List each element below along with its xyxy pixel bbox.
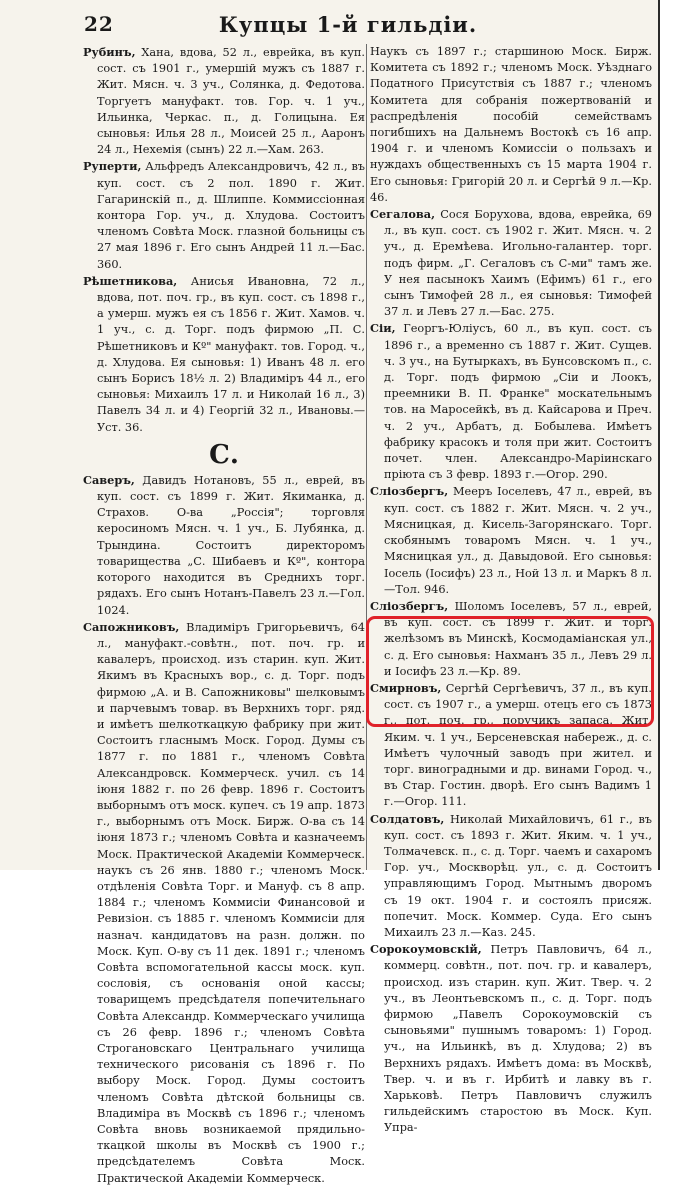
entry-name: Сліозбергъ,: [370, 598, 449, 613]
entry-name: Руперти,: [83, 159, 142, 174]
entry-reshetnikova: [83, 273, 365, 436]
right-column: [370, 44, 652, 1135]
entry-rubin: [83, 44, 365, 158]
entry-text: Николай Михайловичъ, 61 г., въ куп. сост. съ 1893 г. Жит. Яким. ч. 1 уч., Толмачевск. п., с. д. Торг. чаемъ и сахаромъ Гор. уч., Москворѣц. ул., с. д. Состоитъ управляющимъ Город. Мытнымъ дворомъ съ 19 окт. 1904 г. и состоялъ присяж. попечит. Моск. Коммер. Суда. Его сынъ Михаилъ 23 л.—Каз. 245.: [384, 812, 652, 939]
entry-text: Петръ Павловичъ, 64 л., коммерц. совѣтн., пот. поч. гр. и кавалеръ, происход. изъ старин. куп. Жит. Твер. ч. 2 уч., въ Леонтьевскомъ п., с. д. Торг. подъ фирмою „Павелъ Сорокоумовскій съ сыновьями" пушнымъ товаромъ: 1) Город. уч., на Ильинкѣ, въ д. Хлудова; 2) въ Верхнихъ рядахъ. Имѣетъ дома: въ Москвѣ, Твер. ч. и въ г. Ирбитѣ и лавку въ г. Харьковѣ. Петръ Павловичъ служилъ гильдейскимъ старостою въ Моск. Куп. Упра-: [384, 943, 652, 1135]
entry-name: Сегалова,: [370, 207, 436, 222]
entry-name: Сапожниковъ,: [83, 619, 180, 634]
entry-sapozhnikov: [83, 619, 365, 1187]
column-divider: [366, 44, 367, 870]
entry-sii: [370, 320, 652, 483]
entry-continuation: [370, 44, 652, 206]
entry-name: Сіи,: [370, 321, 396, 336]
entry-text: Давидъ Нотановъ, 55 л., еврей, въ куп. сост. съ 1899 г. Жит. Якиманка, д. Страхов. О-ва „Россія"; торговля керосиномъ Мясн. ч. 1 уч., Б. Лубянка, д. Трындина. Состоитъ директоромъ товарищества „С. Шибаевъ и Кº", контора которого находится въ Среднихъ торг. рядахъ. Его сынъ Нотанъ-Павелъ 23 л.—Гол. 1024.: [97, 473, 365, 617]
entry-sliozberg-meer: [370, 483, 652, 597]
entry-text: Владиміръ Григорьевичъ, 64 л., мануфакт.-совѣтн., пот. поч. гр. и кавалеръ, происход. изъ старин. куп. Жит. Якимъ въ Красныхъ вор., с. д. Торг. подъ фирмою „А. и В. Сапожниковы" шелковымъ и парчевымъ товар. въ Верхнихъ торг. ряд. и имѣетъ шелкоткацкую фабрику при жит. Состоитъ гласнымъ Моск. Город. Думы съ 1877 г. по 1881 г., членомъ Совѣта Александровск. Коммерческ. учил. съ 14 іюня 1882 г. по 26 февр. 1896 г. Состоитъ выборнымъ отъ моск. купеч. съ 19 апр. 1873 г., выборнымъ отъ Моск. Бирж. О-ва съ 14 іюня 1873 г.; членомъ Совѣта и казначеемъ Моск. Практической Академіи Коммерческ. наукъ съ 26 янв. 1880 г.; членомъ Моск. отдѣленія Совѣта Торг. и Мануф. съ 8 апр. 1884 г.; членомъ Коммисіи Финансовой и Ревизіон. съ 1885 г. членомъ Коммисіи для назнач. кандидатовъ на разн. должн. по Моск. Куп. О-ву съ 11 дек. 1891 г.; членомъ Совѣта вспомогательной кассы моск. куп. сословія, съ основанія оной кассы; товарищемъ предсѣдателя попечительнаго Совѣта Александр. Коммерческаго училища съ 26 февр. 1896 г.; членомъ Совѣта Строгановскаго Центральнаго училища технического рисованія съ 1896 г. По выбору Моск. Город. Думы состоитъ членомъ Совѣта дѣтской больницы св. Владиміра въ Москвѣ съ 1896 г.; членомъ Совѣта вновь возникаемой прядильно-ткацкой школы въ Москвѣ съ 1900 г.; предсѣдателемъ Совѣта Моск. Практической Академіи Коммерческ.: [97, 620, 365, 1185]
entry-text: Альфредъ Александровичъ, 42 л., въ куп. сост. съ 2 пол. 1890 г. Жит. Гагаринскій п., д. Шлиппе. Коммиссіонная контора Гор. уч., д. Хлудова. Состоитъ членомъ Совѣта Моск. глазной больницы съ 27 мая 1896 г. Его сынъ Андрей 11 л.—Бас. 360.: [97, 160, 365, 271]
page-title: Купцы 1-й гильдіи.: [218, 12, 478, 37]
entry-text: Сося Борухова, вдова, еврейка, 69 л., въ куп. сост. съ 1902 г. Жит. Мясн. ч. 2 уч., д. Еремѣева. Игольно-галантер. торг. подъ фирм. „Г. Сегаловъ съ С-ми" тамъ же. У нея пасынокъ Хаимъ (Ефимъ) 61 г., его сынъ Тимофей 28 л., ея сыновья: Тимофей 37 л. и Левъ 27 л.—Бас. 275.: [384, 208, 652, 319]
page-header: [0, 10, 696, 42]
left-column: [83, 44, 365, 1185]
section-letter: С.: [209, 439, 239, 470]
page-margin: [660, 0, 696, 870]
entry-text: Шоломъ Іоселевъ, 57 л., еврей, въ куп. сост. съ 1899 г. Жит. и торг. желѣзомъ въ Минскѣ, Космодаміанская ул., с. д. Его сыновья: Нахманъ 35 л., Левъ 29 л. и Іосифъ 23 л.—Кр. 89.: [384, 599, 652, 678]
entry-name: Саверъ,: [83, 472, 135, 487]
entry-soldatov: [370, 811, 652, 942]
entry-text: Наукъ съ 1897 г.; старшиною Моск. Бирж. Комитета съ 1892 г.; членомъ Моск. Уѣзднаго Податного Присутствія съ 1887 г.; членомъ Комитета для собранія пожертвованій и распредѣленія пособій семействамъ погибшихъ на Дальнемъ Востокѣ съ 16 апр. 1904 г. и членомъ Комиссіи о пользахъ и нуждахъ общественныхъ съ 15 марта 1904 г. Его сыновья: Григорій 20 л. и Сергѣй 9 л.—Кр. 46.: [370, 45, 652, 204]
entry-sorokoumovsky: [370, 941, 652, 1136]
entry-text: Сергѣй Сергѣевичъ, 37 л., въ куп. сост. съ 1907 г., а умерш. отецъ его съ 1873 г., пот. поч. гр., поручикъ запаса. Жит. Яким. ч. 1 уч., Берсеневская набереж., д. с. Имѣетъ чулочный заводъ при жител. и торг. виноградными и др. винами Город. ч., въ Стар. Гостин. дворѣ. Его сынъ Вадимъ 1 г.—Огор. 111.: [384, 681, 652, 809]
entry-text: Мееръ Іоселевъ, 47 л., еврей, въ куп. сост. съ 1882 г. Жит. Мясн. ч. 2 уч., Мясницкая, д. Кисель-Загорянскаго. Торг. скобянымъ товаромъ Мясн. ч. 1 уч., Мясницкая ул., д. Давыдовой. Его сыновья: Іосель (Іосифъ) 23 л., Ной 13 л. и Маркъ 8 л.—Тол. 946.: [384, 485, 652, 596]
page-number: 22: [84, 12, 114, 36]
entry-name: Рѣшетникова,: [83, 273, 178, 288]
entry-ruperti: [83, 158, 365, 272]
highlight-box: [366, 616, 654, 727]
entry-name: Сорокоумовскій,: [370, 942, 482, 957]
entry-name: Смирновъ,: [370, 680, 442, 695]
entry-name: Солдатовъ,: [370, 811, 445, 826]
entry-segalova: [370, 206, 652, 320]
entry-text: Георгъ-Юліусъ, 60 л., въ куп. сост. съ 1896 г., а временно съ 1887 г. Жит. Сущев. ч. 3 уч., на Бутыркахъ, въ Бунсовскомъ п., с. д. Торг. подъ фирмою „Сіи и Лоокъ, преемники В. П. Франке" москательнымъ тов. на Маросейкѣ, въ д. Кайсарова и Преч. ч. 2 уч., Арбатъ, д. Бобылева. Имѣетъ фабрику красокъ и толя при жит. Состоитъ почет. член. Александро-Маріинскаго пріюта съ 3 февр. 1893 г.—Огор. 290.: [384, 322, 652, 482]
entry-name: Сліозбергъ,: [370, 484, 449, 499]
entry-text: Хана, вдова, 52 л., еврейка, въ куп. сост. съ 1901 г., умершій мужъ съ 1887 г. Жит. Мясн. ч. 3 уч., Солянка, д. Федотова. Торгуетъ мануфакт. тов. Гор. ч. 1 уч., Ильинка, Черкас. п., д. Голицына. Ея сыновья: Илья 28 л., Моисей 25 л., Ааронъ 24 л., Нехемія (сынъ) 22 л.—Хам. 263.: [97, 46, 365, 157]
entry-name: Рубинъ,: [83, 45, 136, 59]
entry-saver: [83, 472, 365, 619]
entry-text: Анисья Ивановна, 72 л., вдова, пот. поч. гр., въ куп. сост. съ 1898 г., а умерш. мужъ ея съ 1856 г. Жит. Хамов. ч. 1 уч., с. д. Торг. подъ фирмою „П. С. Рѣшетниковъ и Кº" мануфакт. тов. Город. ч., д. Хлудова. Ея сыновья: 1) Иванъ 48 л. его сынъ Борисъ 18½ л. 2) Владиміръ 44 л., его сыновья: Михаилъ 17 л. и Николай 16 л., 3) Павелъ 34 л. и 4) Георгій 32 л., Ивановы.—Уст. 36.: [97, 274, 365, 434]
